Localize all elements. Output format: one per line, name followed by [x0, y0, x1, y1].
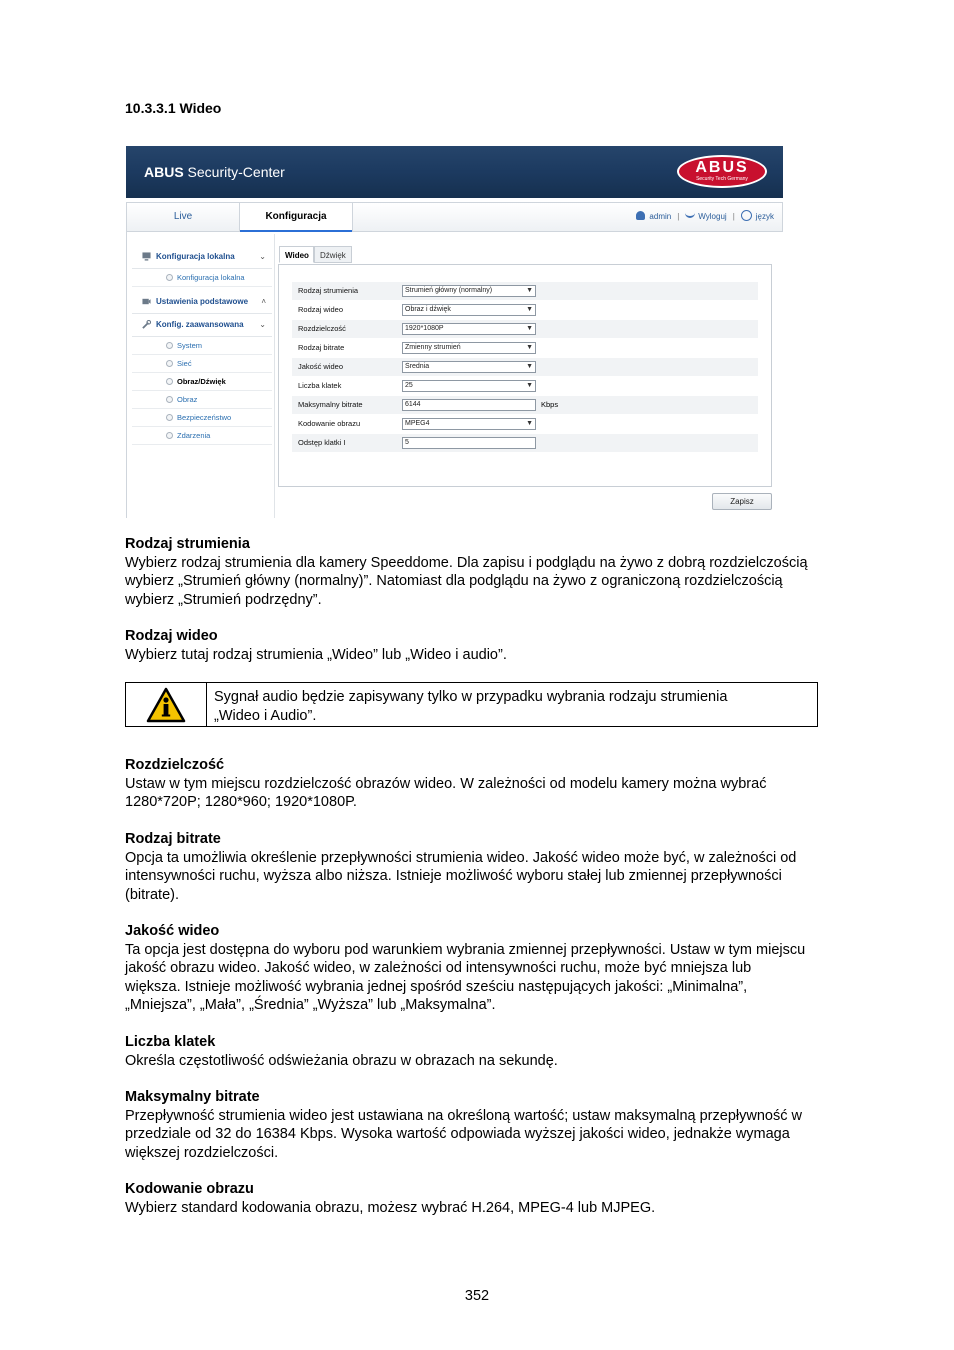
app-banner: [126, 146, 783, 198]
form-row: [292, 339, 758, 357]
field-label: Jakość wideo: [298, 362, 344, 371]
doc-heading: Rodzaj bitrate: [125, 831, 221, 847]
sidebar-item-siec[interactable]: Sieć: [132, 355, 272, 373]
form-row: [292, 396, 758, 414]
sidebar-item-system[interactable]: System: [132, 337, 272, 355]
form-row: [292, 358, 758, 376]
bitrate-unit: Kbps: [541, 400, 559, 409]
form-row: [292, 415, 758, 433]
sidebar-item-obraz-dzwiek[interactable]: Obraz/Dźwięk: [132, 373, 272, 391]
user-icon: [636, 211, 645, 220]
field-label: Kodowanie obrazu: [298, 419, 361, 428]
bitrate-type-select[interactable]: Zmienny strumień ▼: [402, 342, 536, 354]
abus-logo: ABUS Security Tech Germany: [677, 155, 767, 188]
field-label: Rozdzielczość: [298, 324, 346, 333]
doc-section-liczba-klatek: Liczba klatek Określa częstotliwość odświeżania obrazu w obrazach na sekundę.: [125, 1033, 885, 1070]
doc-heading: Rodzaj strumienia: [125, 536, 250, 552]
user-link[interactable]: admin: [649, 212, 672, 221]
tab-konfiguracja[interactable]: Konfiguracja: [239, 203, 353, 231]
doc-heading: Rozdzielczość: [125, 757, 225, 773]
sidebar-item-konfiguracja-lokalna[interactable]: Konfiguracja lokalna: [132, 269, 272, 287]
form-row: [292, 282, 758, 300]
doc-heading: Maksymalny bitrate: [125, 1089, 260, 1105]
encoding-select[interactable]: MPEG4 ▼: [402, 418, 536, 430]
field-label: Liczba klatek: [298, 381, 342, 390]
camera-icon: [142, 297, 151, 306]
chevron-down-icon: ▼: [526, 306, 533, 313]
form-row: [292, 377, 758, 395]
save-button[interactable]: Zapisz: [712, 493, 772, 510]
doc-heading: Liczba klatek: [125, 1034, 216, 1050]
chevron-down-icon: ⌄: [259, 320, 266, 329]
doc-heading: Jakość wideo: [125, 923, 220, 939]
sidebar-item-bezpieczenstwo[interactable]: Bezpieczeństwo: [132, 409, 272, 427]
top-nav: [126, 202, 783, 232]
page-number: 352: [464, 1288, 490, 1304]
chevron-down-icon: ⌄: [259, 252, 266, 261]
app-title: ABUS Security-Center: [144, 164, 285, 180]
warning-info-icon: [146, 687, 186, 723]
logout-link[interactable]: Wyloguj: [698, 212, 727, 221]
tab-wideo[interactable]: Wideo: [279, 246, 314, 263]
field-label: Rodzaj strumienia: [298, 286, 359, 295]
field-label: Maksymalny bitrate: [298, 400, 363, 409]
doc-section-rozdzielczosc: Rozdzielczość Ustaw w tym miejscu rozdzielczość obrazów wideo. W zależności od modelu kamery można wybrać 1280*720P; 1280*960; 1920*1080P.: [125, 756, 885, 812]
resolution-select[interactable]: 1920*1080P ▼: [402, 323, 536, 335]
sidebar-group-konfig-zaawansowana[interactable]: Konfig. zaawansowana ⌄: [132, 314, 272, 337]
warning-note: [125, 682, 818, 727]
tab-dzwiek[interactable]: Dźwięk: [314, 246, 352, 263]
sidebar-group-konfiguracja-lokalna[interactable]: Konfiguracja lokalna ⌄: [132, 246, 272, 269]
doc-heading: Rodzaj wideo: [125, 628, 218, 644]
field-label: Rodzaj bitrate: [298, 343, 345, 352]
chevron-down-icon: ▼: [526, 287, 533, 294]
form-row: [292, 301, 758, 319]
chevron-up-icon: ˄: [261, 297, 266, 306]
stream-type-select[interactable]: Strumień główny (normalny) ▼: [402, 285, 536, 297]
i-frame-interval-input[interactable]: 5: [402, 437, 536, 449]
doc-section-jakosc-wideo: Jakość wideo Ta opcja jest dostępna do wyboru pod warunkiem wybrania zmiennej przepływności. Ustaw w tym miejscu jakość obrazu wideo. Jakość wideo, w zależności od intensywności ruchu, może być mniejsza lub większa. Istnieje możliwość wybrania jednej spośród sześciu następujących jakości: „Minimalna”, „Mniejsza”, „Mała”, „Średnia” „Wyższa” lub „Maksymalna”.: [125, 922, 885, 1015]
field-label: Rodzaj wideo: [298, 305, 344, 314]
form-row: [292, 320, 758, 338]
max-bitrate-input[interactable]: 6144: [402, 399, 536, 411]
globe-icon: [741, 210, 752, 221]
language-link[interactable]: język: [755, 212, 774, 221]
doc-section-kodowanie-obrazu: Kodowanie obrazu Wybierz standard kodowania obrazu, możesz wybrać H.264, MPEG-4 lub MJPEG.: [125, 1180, 885, 1217]
chevron-down-icon: ▼: [526, 363, 533, 370]
video-type-select[interactable]: Obraz i dźwięk ▼: [402, 304, 536, 316]
field-label: Odstęp klatki I: [298, 438, 346, 447]
doc-heading: Kodowanie obrazu: [125, 1181, 254, 1197]
video-quality-select[interactable]: Średnia ▼: [402, 361, 536, 373]
tab-live[interactable]: Live: [173, 211, 193, 222]
doc-section-rodzaj-wideo: Rodzaj wideo Wybierz tutaj rodzaj strumienia „Wideo” lub „Wideo i audio”.: [125, 627, 885, 664]
form-row: [292, 434, 758, 452]
user-menu: admin | Wyloguj | język: [636, 203, 774, 231]
logout-icon: [685, 210, 695, 218]
doc-section-maksymalny-bitrate: Maksymalny bitrate Przepływność strumienia wideo jest ustawiana na określoną wartość; ustaw maksymalną przepływność w przedziale od 32 do 16384 Kbps. Wysoka wartość odpowiada wyższej jakości wideo, jednakże wymaga większej rozdzielczości.: [125, 1088, 885, 1162]
warning-text: Sygnał audio będzie zapisywany tylko w przypadku wybrania rodzaju strumienia „Wideo i Audio”.: [214, 689, 728, 724]
chevron-down-icon: ▼: [526, 420, 533, 427]
sidebar: [132, 246, 272, 445]
chevron-down-icon: ▼: [526, 325, 533, 332]
wrench-icon: [142, 320, 151, 329]
sidebar-item-obraz[interactable]: Obraz: [132, 391, 272, 409]
chevron-down-icon: ▼: [526, 382, 533, 389]
monitor-icon: [142, 252, 151, 261]
sidebar-group-ustawienia-podstawowe[interactable]: Ustawienia podstawowe ˄: [132, 291, 272, 314]
camera-web-ui: [126, 146, 783, 518]
video-settings-panel: [278, 264, 772, 487]
section-heading: 10.3.3.1 Wideo: [125, 100, 222, 116]
doc-section-rodzaj-bitrate: Rodzaj bitrate Opcja ta umożliwia określenie przepływności strumienia wideo. Jakość wideo może być, w zależności od intensywności ruchu, wyższa albo niższa. Istnieje możliwość wyboru stałej lub zmiennej przepływności (bitrate).: [125, 830, 885, 904]
frame-rate-select[interactable]: 25 ▼: [402, 380, 536, 392]
doc-section-rodzaj-strumienia: Rodzaj strumienia Wybierz rodzaj strumienia dla kamery Speeddome. Dla zapisu i podglądu na żywo z dobrą rozdzielczością wybierz „Strumień główny (normalny)”. Natomiast dla podglądu na żywo z ograniczoną rozdzielczością wybierz „Strumień podrzędny”.: [125, 535, 885, 609]
chevron-down-icon: ▼: [526, 344, 533, 351]
sidebar-item-zdarzenia[interactable]: Zdarzenia: [132, 427, 272, 445]
